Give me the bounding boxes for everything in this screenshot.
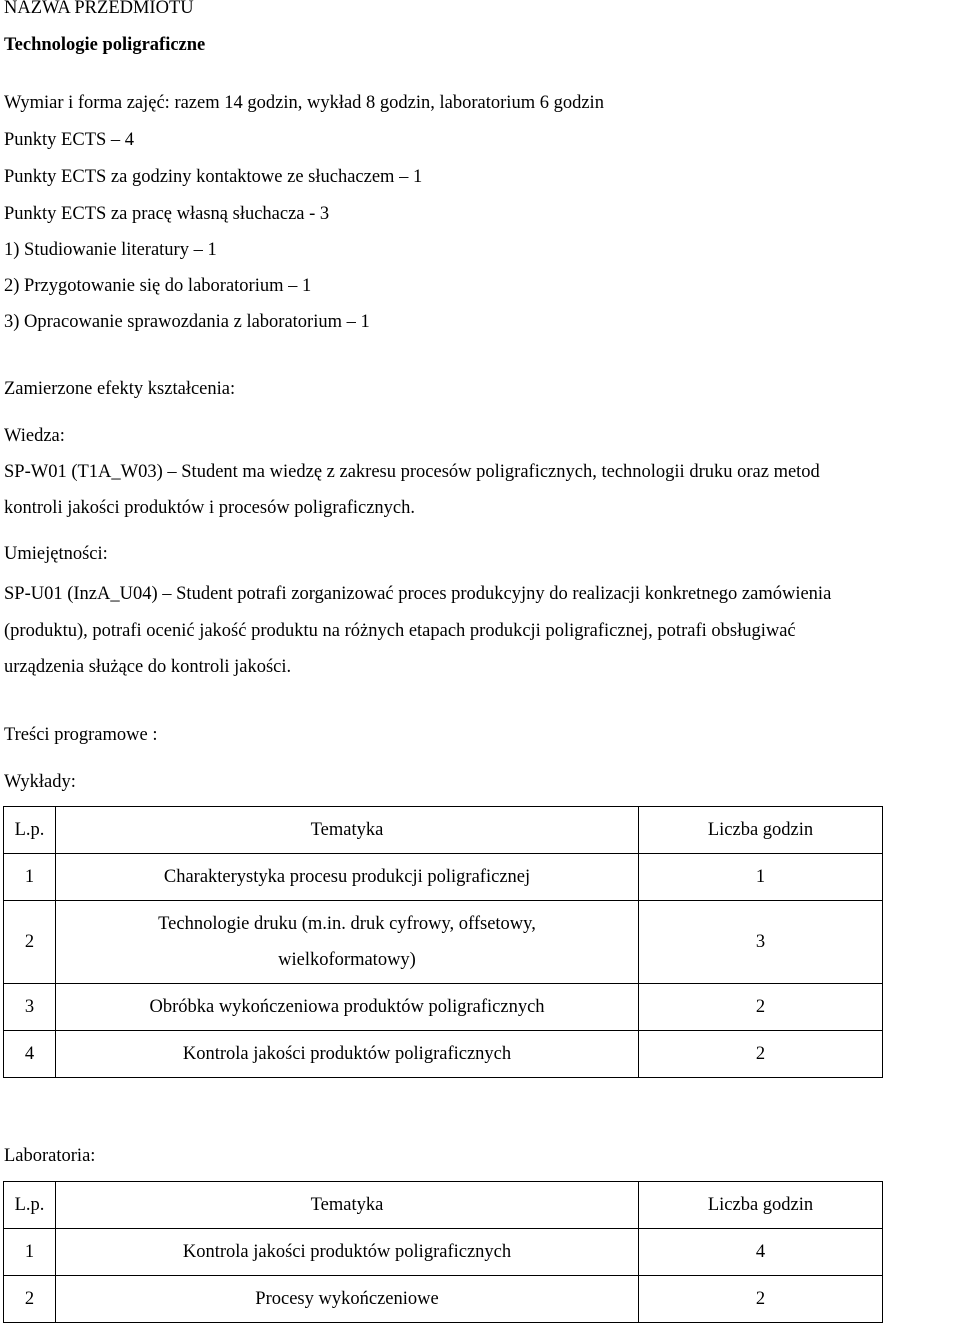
table-row — [4, 1276, 883, 1323]
column-header-hours: Liczba godzin — [639, 807, 883, 854]
skills-text-line: SP-U01 (InzA_U04) – Student potrafi zorganizować proces produkcyjny do realizacji konkretnego zamówienia — [4, 584, 832, 604]
table-row — [4, 901, 883, 984]
row-number: 2 — [4, 901, 56, 984]
info-line: Punkty ECTS – 4 — [4, 130, 135, 150]
row-topic: Procesy wykończeniowe — [56, 1276, 639, 1323]
outcomes-heading: Zamierzone efekty kształcenia: — [4, 379, 236, 399]
row-number: 1 — [4, 854, 56, 901]
info-line: 3) Opracowanie sprawozdania z laboratorium – 1 — [4, 312, 370, 332]
program-heading: Treści programowe : — [4, 725, 158, 745]
column-header-number: L.p. — [4, 1182, 56, 1229]
row-number: 2 — [4, 1276, 56, 1323]
row-hours: 1 — [639, 854, 883, 901]
info-line: 2) Przygotowanie się do laboratorium – 1 — [4, 276, 312, 296]
lectures-table — [3, 806, 883, 1078]
column-header-topic: Tematyka — [56, 1182, 639, 1229]
table-row — [4, 854, 883, 901]
row-number: 4 — [4, 1031, 56, 1078]
column-header-topic: Tematyka — [56, 807, 639, 854]
row-hours: 2 — [639, 1031, 883, 1078]
knowledge-label: Wiedza: — [4, 426, 65, 446]
info-line: Punkty ECTS za pracę własną słuchacza - 3 — [4, 204, 330, 224]
row-hours: 4 — [639, 1229, 883, 1276]
labs-table — [3, 1181, 883, 1323]
row-topic-line: Technologie druku (m.in. druk cyfrowy, offsetowy, — [158, 914, 536, 934]
info-line: Wymiar i forma zajęć: razem 14 godzin, wykład 8 godzin, laboratorium 6 godzin — [4, 93, 604, 113]
skills-text-line: (produktu), potrafi ocenić jakość produktu na różnych etapach produkcji poligraficznej, potrafi obsługiwać — [4, 621, 796, 641]
info-line: Punkty ECTS za godziny kontaktowe ze słuchaczem – 1 — [4, 167, 423, 187]
table-row — [4, 984, 883, 1031]
course-title: Technologie poligraficzne — [4, 35, 206, 55]
column-header-hours: Liczba godzin — [639, 1182, 883, 1229]
row-number: 3 — [4, 984, 56, 1031]
row-topic: Kontrola jakości produktów poligraficznych — [56, 1031, 639, 1078]
table-header-row — [4, 1182, 883, 1229]
row-hours: 2 — [639, 984, 883, 1031]
column-header-number: L.p. — [4, 807, 56, 854]
table-row — [4, 1229, 883, 1276]
table-row — [4, 1031, 883, 1078]
knowledge-text-line: kontroli jakości produktów i procesów poligraficznych. — [4, 498, 416, 518]
knowledge-text-line: SP-W01 (T1A_W03) – Student ma wiedzę z zakresu procesów poligraficznych, technologii druku oraz metod — [4, 462, 820, 482]
labs-label: Laboratoria: — [4, 1146, 96, 1166]
row-number: 1 — [4, 1229, 56, 1276]
row-hours: 3 — [639, 901, 883, 984]
table-header-row — [4, 807, 883, 854]
row-topic: Kontrola jakości produktów poligraficznych — [56, 1229, 639, 1276]
skills-label: Umiejętności: — [4, 544, 108, 564]
row-hours: 2 — [639, 1276, 883, 1323]
info-line: 1) Studiowanie literatury – 1 — [4, 240, 217, 260]
lectures-label: Wykłady: — [4, 772, 76, 792]
section-label: NAZWA PRZEDMIOTU — [4, 0, 194, 18]
row-topic: Charakterystyka procesu produkcji poligraficznej — [56, 854, 639, 901]
row-topic — [56, 901, 639, 984]
row-topic: Obróbka wykończeniowa produktów poligraficznych — [56, 984, 639, 1031]
row-topic-line: wielkoformatowy) — [278, 950, 416, 970]
skills-text-line: urządzenia służące do kontroli jakości. — [4, 657, 292, 677]
